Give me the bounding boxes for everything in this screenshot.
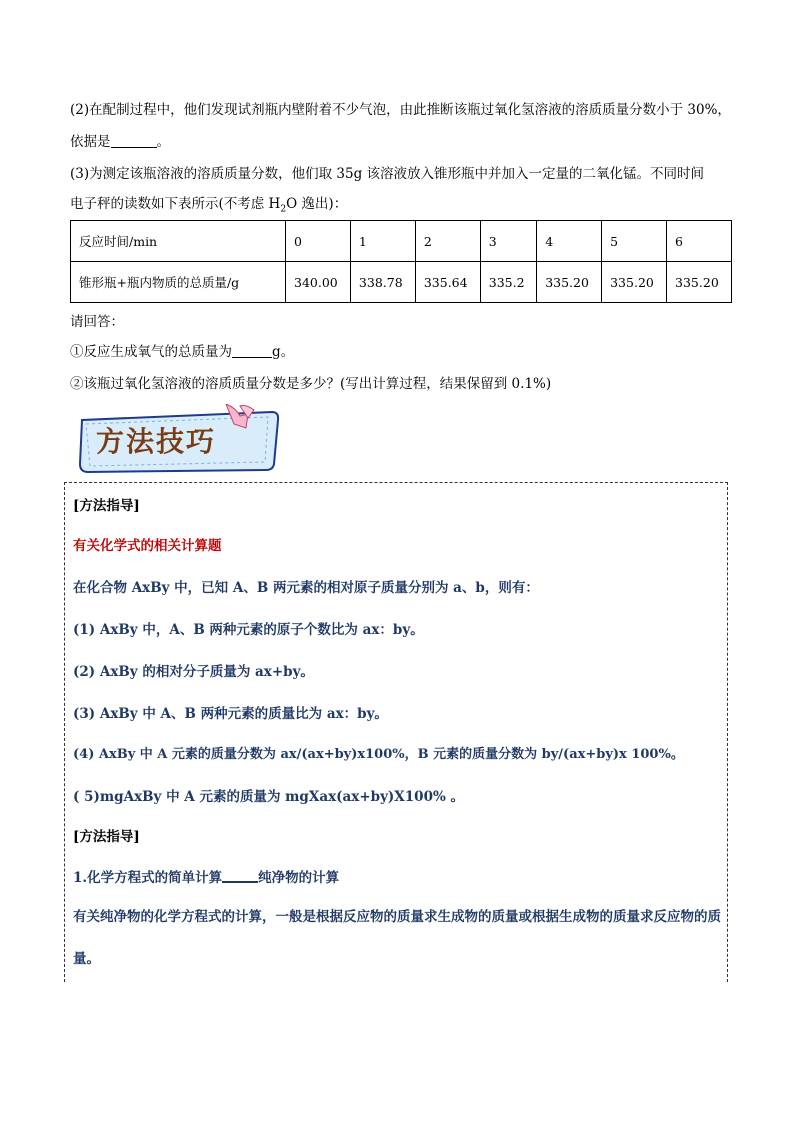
method-subtitle: 有关化学式的相关计算题 — [73, 538, 222, 554]
answer-q1-prefix: ①反应生成氧气的总质量为 — [70, 344, 232, 360]
method-sub2 — [73, 868, 339, 888]
data-table — [70, 220, 732, 303]
q3-line2-sub: 2 — [280, 204, 287, 215]
answer-q1-suffix: g。 — [272, 344, 295, 360]
method-paragraph: 有关纯净物的化学方程式的计算，一般是根据反应物的质量求生成物的质量或根据生成物的质量求反应物的质量。 — [73, 909, 721, 967]
method-item-5: ( 5)mgAxBy 中 A 元素的质量为 mgXax(ax+by)X100% 。 — [73, 789, 464, 805]
table-cell: 335.64 — [415, 262, 480, 303]
method-sub2-num: 1. — [73, 870, 88, 886]
table-cell: 5 — [602, 221, 667, 262]
table-cell: 335.2 — [480, 262, 536, 303]
q2-line1: (2)在配制过程中，他们发现试剂瓶内壁附着不少气泡，由此推断该瓶过氧化氢溶液的溶质质量分数小于 30%， — [70, 102, 731, 118]
q3-line1: (3)为测定该瓶溶液的溶质质量分数，他们取 35g 该溶液放入锥形瓶中并加入一定量的二氧化锰。不同时间 — [70, 166, 705, 182]
table-row-mass — [71, 262, 732, 303]
method-banner — [76, 404, 281, 476]
method-item-4: (4) AxBy 中 A 元素的质量分数为 ax/(ax+by)x100%，B 元素的质量分数为 by/(ax+by)x 100%。 — [73, 747, 684, 762]
table-cell: 2 — [415, 221, 480, 262]
method-sub2-b: 纯净物的计算 — [258, 870, 340, 886]
answer-blank — [111, 133, 157, 148]
table-cell: 4 — [537, 221, 602, 262]
answer-q2: ②该瓶过氧化氢溶液的溶质质量分数是多少？(写出计算过程，结果保留到 0.1%) — [70, 376, 552, 392]
table-cell: 1 — [350, 221, 415, 262]
q3-line2-b: O 逸出)： — [286, 196, 348, 212]
banner-title: 方法技巧 — [96, 425, 217, 458]
answer-blank — [232, 343, 272, 358]
q2-line2 — [70, 132, 170, 152]
q3-line2-a: 电子秤的读数如下表所示(不考虑 H — [70, 196, 281, 212]
table-cell: 335.20 — [602, 262, 667, 303]
table-cell: 340.00 — [286, 262, 351, 303]
answer-q1 — [70, 342, 294, 362]
table-cell: 3 — [480, 221, 536, 262]
method-intro: 在化合物 AxBy 中，已知 A、B 两元素的相对原子质量分别为 a、b，则有： — [73, 580, 539, 596]
method-heading: [方法指导] — [73, 829, 140, 845]
answers-prompt: 请回答： — [70, 314, 124, 330]
table-row-time — [71, 221, 732, 262]
table-cell: 335.20 — [537, 262, 602, 303]
method-sub2-a: 化学方程式的简单计算 — [87, 870, 223, 886]
table-row-label: 锥形瓶+瓶内物质的总质量/g — [71, 262, 286, 303]
table-cell: 338.78 — [350, 262, 415, 303]
method-item-1: (1) AxBy 中，A、B 两种元素的原子个数比为 ax：by。 — [73, 622, 424, 638]
table-cell: 6 — [667, 221, 732, 262]
q3-line2 — [70, 194, 347, 220]
q2-line2-suffix: 。 — [156, 134, 170, 150]
method-item-3: (3) AxBy 中 A、B 两种元素的质量比为 ax：by。 — [73, 706, 388, 722]
q2-line2-prefix: 依据是 — [70, 134, 111, 150]
table-row-label: 反应时间/min — [71, 221, 286, 262]
dash-line — [222, 869, 258, 883]
table-cell: 0 — [286, 221, 351, 262]
table-cell: 335.20 — [667, 262, 732, 303]
method-heading: [方法指导] — [73, 498, 140, 514]
method-item-2: (2) AxBy 的相对分子质量为 ax+by。 — [73, 664, 314, 680]
